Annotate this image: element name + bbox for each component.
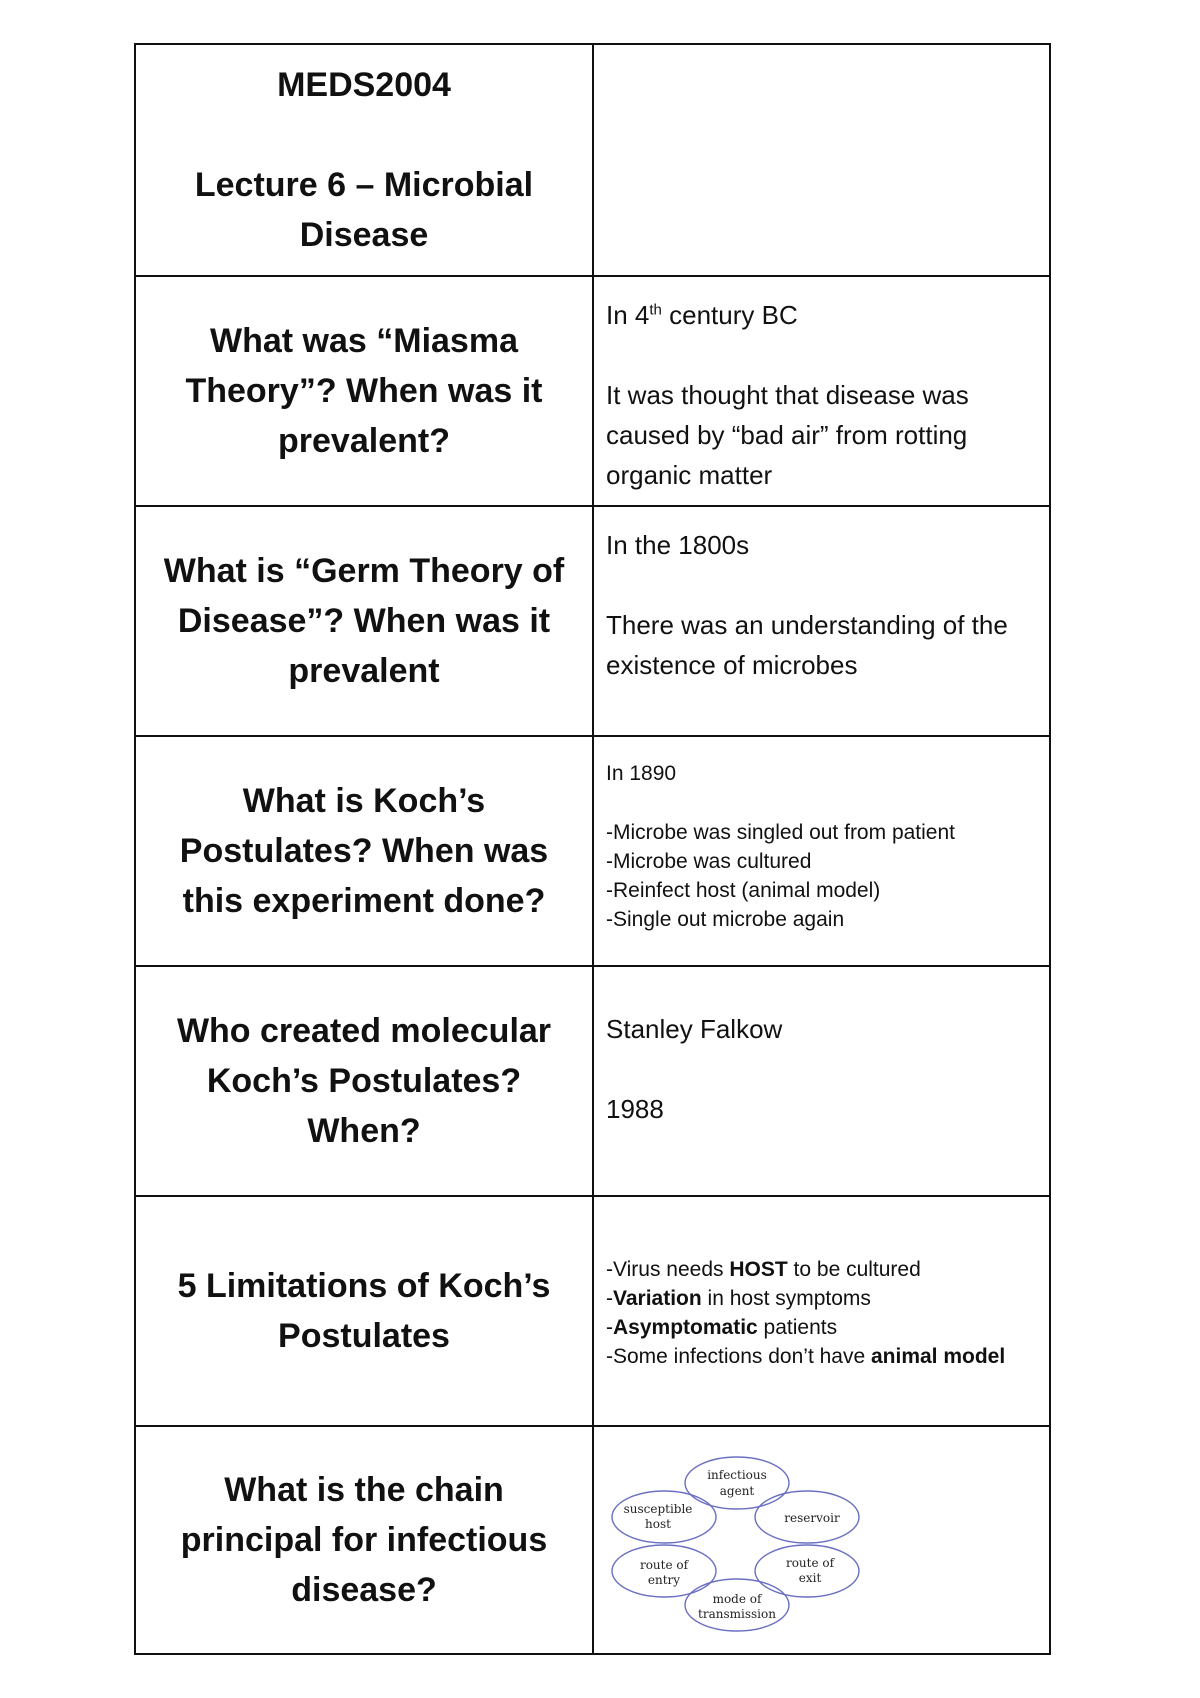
flashcard-table [134, 43, 1051, 1655]
answer-period: In 4th century BC [606, 300, 798, 330]
answer-step: -Reinfect host (animal model) [606, 879, 881, 902]
answer-step: -Single out microbe again [606, 908, 845, 931]
question-chain: What is the chain principal for infectious disease? [180, 1471, 548, 1609]
answer-step: -Microbe was singled out from patient [606, 821, 955, 844]
card-row-molecular [136, 965, 1049, 1195]
question-cell [136, 277, 594, 505]
lecture-title: Lecture 6 – Microbial Disease [194, 166, 534, 254]
question-cell [136, 967, 594, 1195]
card-row-chain [136, 1425, 1049, 1653]
question-molecular: Who created molecular Koch’s Postulates? When? [176, 1012, 552, 1150]
label-susceptible-2: host [645, 1517, 671, 1531]
card-row-miasma [136, 275, 1049, 505]
page-title [154, 10, 574, 310]
question-cell [136, 1427, 594, 1653]
answer-period: In the 1800s [606, 530, 750, 560]
limitation-item: -Asymptomatic patients [606, 1316, 838, 1339]
question-cell [136, 507, 594, 735]
answer-step: -Microbe was cultured [606, 850, 812, 873]
label-exit-1: route of [785, 1556, 835, 1570]
course-code: MEDS2004 [277, 66, 451, 104]
question-koch: What is Koch’s Postulates? When was this experiment done? [179, 782, 549, 920]
card-row-limitations [136, 1195, 1049, 1425]
label-infectious: infectious [707, 1468, 767, 1482]
label-mode-2: transmission [698, 1607, 776, 1621]
answer-cell-germ [594, 507, 1049, 735]
limitation-item: -Virus needs HOST to be cultured [606, 1258, 921, 1281]
answer-name: Stanley Falkow [606, 1014, 783, 1044]
answer-year: In 1890 [606, 762, 677, 785]
limitation-item: -Some infections don’t have animal model [606, 1345, 1006, 1368]
answer-year: 1988 [606, 1094, 664, 1124]
answer-cell-koch [594, 737, 1049, 965]
title-answer-cell [594, 45, 1049, 275]
question-cell [136, 737, 594, 965]
answer-cell-molecular [594, 967, 1049, 1195]
question-limitations: 5 Limitations of Koch’s Postulates [177, 1267, 551, 1355]
answer-cell-miasma [594, 277, 1049, 505]
answer-text: It was thought that disease was caused by “bad air” from rotting organic matter [606, 380, 969, 490]
answer-text: There was an understanding of the existence of microbes [606, 610, 1008, 680]
question-cell [136, 1197, 594, 1425]
answer-cell-limitations [594, 1197, 1049, 1425]
question-miasma: What was “Miasma Theory”? When was it prevalent? [185, 322, 543, 460]
title-cell [136, 45, 594, 275]
ring-infectious-agent [685, 1457, 789, 1509]
question-germ: What is “Germ Theory of Disease”? When was it prevalent [163, 552, 565, 690]
chain-of-infection-diagram [602, 1443, 872, 1633]
label-susceptible-1: susceptible [623, 1502, 693, 1516]
card-row-germ [136, 505, 1049, 735]
limitation-item: -Variation in host symptoms [606, 1287, 871, 1310]
label-reservoir: reservoir [784, 1511, 840, 1525]
label-agent: agent [719, 1484, 755, 1498]
title-row [136, 45, 1049, 275]
label-entry-2: entry [647, 1573, 681, 1587]
label-entry-1: route of [639, 1558, 689, 1572]
answer-cell-chain [594, 1427, 1049, 1653]
label-exit-2: exit [798, 1571, 822, 1585]
card-row-koch [136, 735, 1049, 965]
label-mode-1: mode of [712, 1592, 762, 1606]
